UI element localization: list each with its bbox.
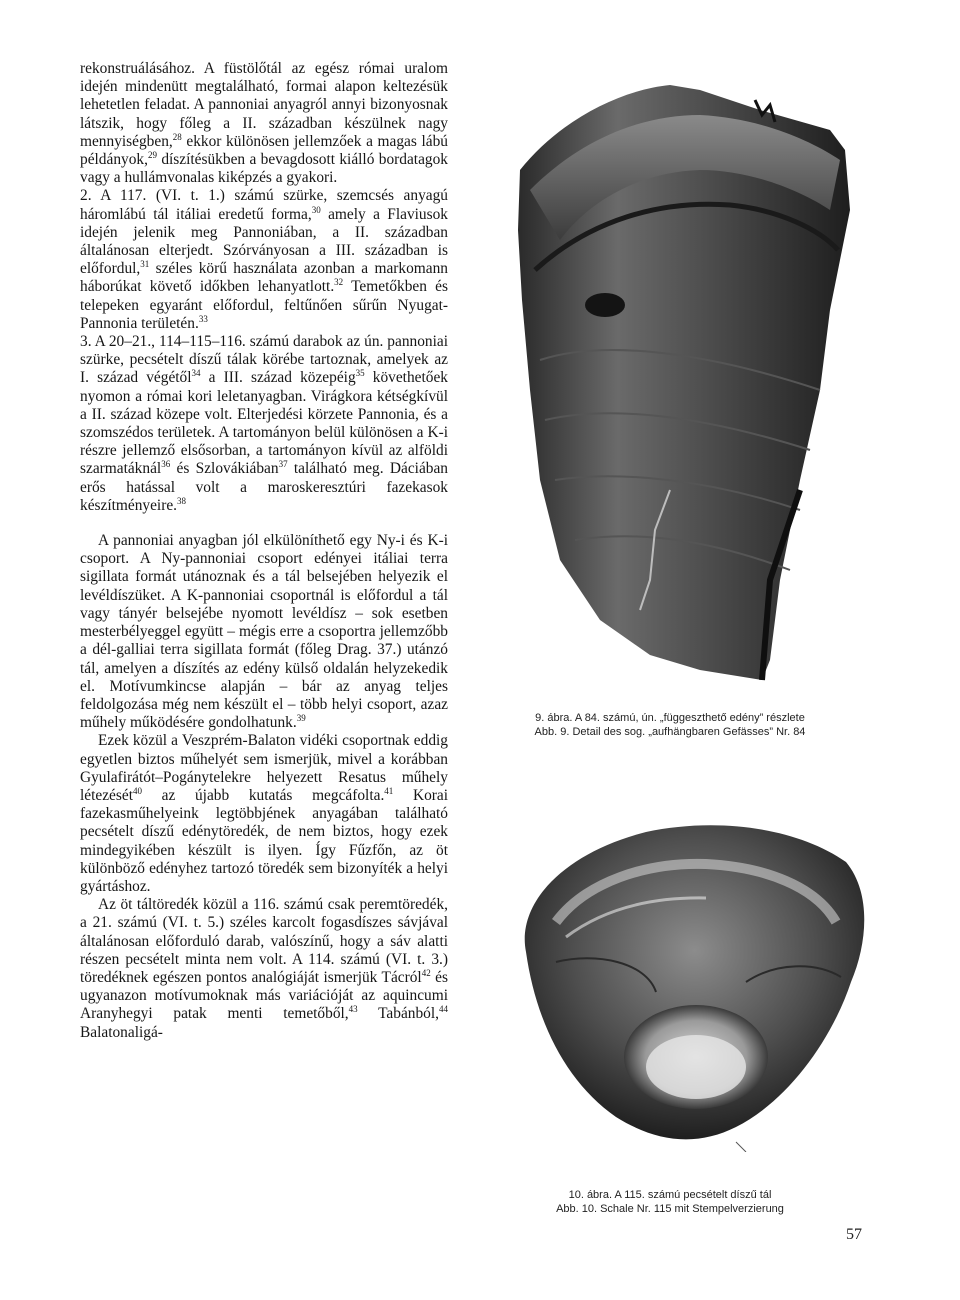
figure-10-caption-de: Abb. 10. Schale Nr. 115 mit Stempelverzierung xyxy=(556,1203,784,1215)
list-item-1: rekonstruálásához. A füstölőtál az egész római uralom idején mindenütt megtalálható, formai alapon keltezésük lehetetlen feladat. A pannoniai anyagról annyi bizonyosnak látszik, hogy főleg a II. században készülnek nagy mennyiségben,$^{28}$ ekkor különösen jellemzőek a magas lábú példányok,$^{29}$ díszítésükben a bevagdosott kiálló bordatagok vagy a hullámvonalas kiképzés a gyakori. xyxy=(80,60,448,187)
figure-9-photo xyxy=(500,60,880,700)
paragraph-3: Az öt táltöredék közül a 116. számú csak peremtöredék, a 21. számú (VI. t. 5.) széles karcolt fogasdíszes sávjával általánosan előforduló darab, valószínű, hogy a sáv alatti részen pecsételt minta nem volt. A 114. számú (VI. t. 3.) töredéknek egészen pontos analógiáját ismerjük Tácról$^{42}$ és ugyanazon motívumoknak más variációját az aquincumi Aranyhegyi patak menti temetőből,$^{43}$ Tabánból,$^{44}$ Balatonaligá- xyxy=(80,896,448,1041)
figure-9-caption-hu: 9. ábra. A 84. számú, ún. „függeszthető edény” részlete xyxy=(535,712,805,724)
figure-10-photo xyxy=(496,812,886,1152)
figure-10-caption-hu: 10. ábra. A 115. számú pecsételt díszű tál xyxy=(568,1189,772,1201)
paragraph-1: A pannoniai anyagban jól elkülöníthető egy Ny-i és K-i csoport. A Ny-pannoniai csoport edényei itáliai terra sigillata formát utánoznak és a tál belsejében helyezik el levéldíszüket. A K-pannoniai csoportnál is előfordul a tál vagy tányér belsejébe nyomott levéldísz – sok esetben mesterbélyeggel együtt – mégis erre a csoportra jellemzőbb a dél-galliai terra sigillata formát (főleg Drag. 37.) utánzó tál, amelyen a díszítés az edény külső oldalán helyzekedik el. Motívumkincse alapján – bár az anyag teljes feldolgozása még nem készült el – több helyi csoport, azaz műhely működésére gondolhatunk.$^{39}$ xyxy=(80,532,448,732)
figure-9-caption-de: Abb. 9. Detail des sog. „aufhängbaren Gefässes” Nr. 84 xyxy=(534,726,806,738)
page-number: 57 xyxy=(846,1226,862,1243)
main-text-column xyxy=(80,60,448,1042)
list-item-3: 3. A 20–21., 114–115–116. számú darabok az ún. pannoniai szürke, pecsételt díszű tálak körébe tartoznak, amelyek az I. század végétől$^{34}$ a III. század közepéig$^{35}$ követhetőek nyomon a római kori leletanyagban. Virágkora kétségkívül a II. század közepe volt. Elterjedési körzete Pannonia, és a szomszédos területek. A tartományon belül különösen a K-i részre jellemző elsősorban, a tartományon kívül az alföldi szarmatáknál$^{36}$ és Szlovákiában$^{37}$ található meg. Dáciában erős hatással volt a maroskeresztúri fazekasok készítményeire.$^{38}$ xyxy=(80,333,448,514)
figure-9-caption xyxy=(470,711,870,739)
list-item-2: 2. A 117. (VI. t. 1.) számú szürke, szemcsés anyagú háromlábú tál itáliai eredetű forma,$^{30}$ amely a Flaviusok idején jelenik meg Pannoniában, a II. században általánosan elterjedt. Szórványosan a III. században is előfordul,$^{31}$ széles körű használata azonban a markomann háborúkat követő időkben lehanyatlott.$^{32}$ Temetőkben és telepeken egyaránt előfordul, feltűnően sűrűn Nyugat-Pannonia területén.$^{33}$ xyxy=(80,187,449,332)
paragraph-2: Ezek közül a Veszprém-Balaton vidéki csoportnak eddig egyetlen biztos műhelyét sem ismerjük, mivel a korábban Gyulafirátót–Pogánytelekre helyezett Resatus műhely létezését$^{40}$ az újabb kutatás megcáfolta.$^{41}$ Korai fazekasműhelyeink legtöbbjének anyagában található pecsételt díszű edénytöredék, de nem biztos, hogy ezek mindegyikében készült is ilyen. Így Fűzfőn, az öt különböző edényhez tartozó töredék sem bizonyíték a helyi gyártáshoz. xyxy=(80,732,448,895)
figure-10-caption xyxy=(470,1188,870,1216)
